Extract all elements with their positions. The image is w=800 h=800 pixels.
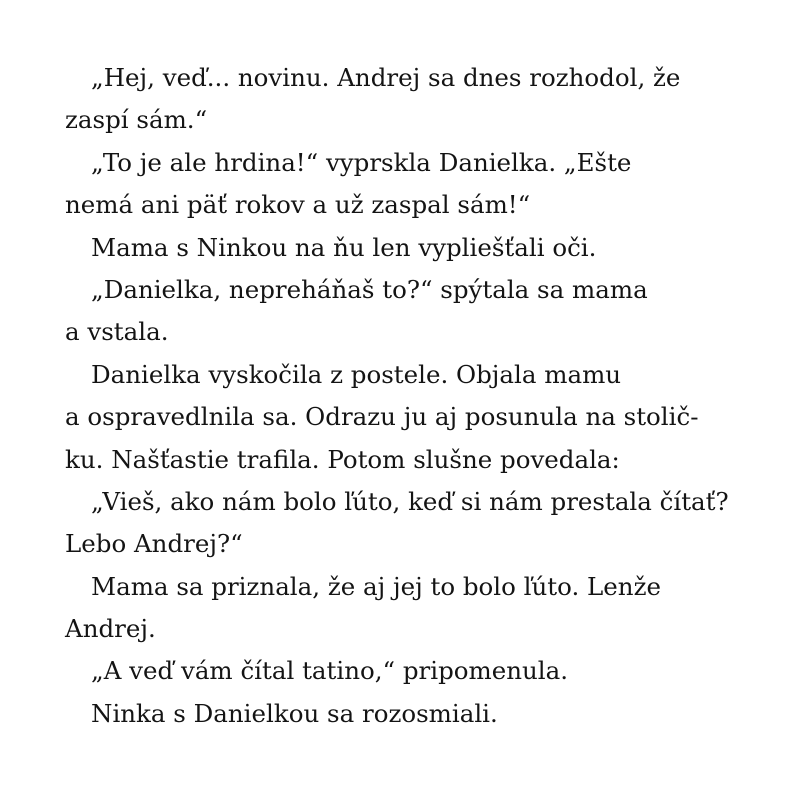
text-line: Mama s Ninkou na ňu len vypliešťali oči.: [91, 232, 597, 262]
text-line: Ninka s Danielkou sa rozosmiali.: [91, 698, 498, 728]
text-line: „Hej, veď... novinu. Andrej sa dnes rozhodol, že: [91, 63, 681, 92]
text-line: a vstala.: [65, 317, 169, 347]
text-line: nemá ani päť rokov a už zaspal sám!“: [65, 190, 531, 220]
text-line: „To je ale hrdina!“ vyprskla Danielka. „Ešte: [91, 147, 632, 177]
text-line: a ospravedlnila sa. Odrazu ju aj posunula na stolič-: [65, 402, 699, 432]
text-line: Andrej.: [65, 614, 156, 644]
text-line: „Vieš, ako nám bolo ľúto, keď si nám prestala čítať?: [91, 486, 729, 516]
text-line: „A veď vám čítal tatino,“ pripomenula.: [91, 656, 569, 686]
text-line: Danielka vyskočila z postele. Objala mamu: [91, 359, 622, 389]
text-line: ku. Našťastie trafila. Potom slušne povedala:: [65, 444, 620, 474]
text-line: Lebo Andrej?“: [65, 529, 243, 559]
text-line: zaspí sám.“: [65, 105, 208, 135]
story-text: [65, 57, 755, 735]
text-line: „Danielka, nepreháňaš to?“ spýtala sa mama: [91, 274, 648, 304]
text-line: Mama sa priznala, že aj jej to bolo ľúto. Lenže: [91, 571, 661, 601]
